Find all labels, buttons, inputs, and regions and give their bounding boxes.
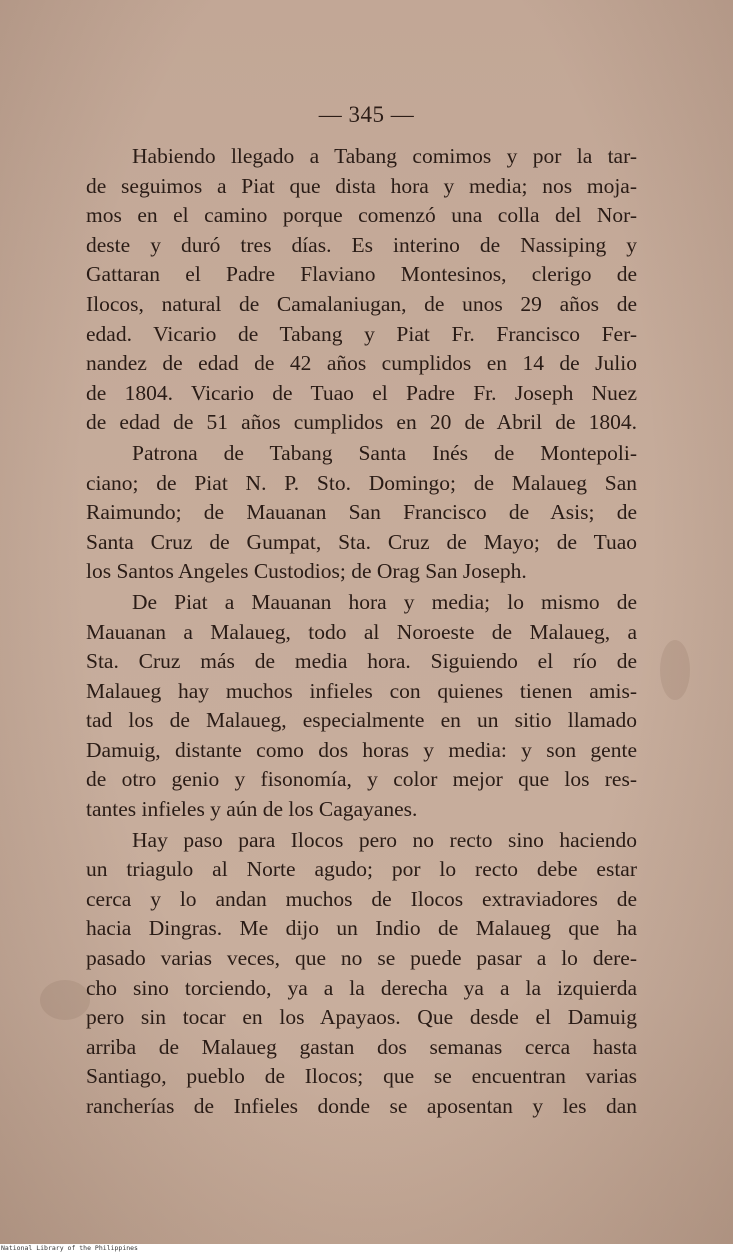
- text-line: deste y duró tres días. Es interino de Nassiping y: [86, 232, 637, 257]
- text-line: cerca y lo andan muchos de Ilocos extraviadores de: [86, 886, 637, 911]
- paper-stain: [660, 640, 690, 700]
- paragraph-1: [86, 142, 637, 438]
- text-line: De Piat a Mauanan hora y media; lo mismo de: [132, 589, 637, 614]
- text-line: Gattaran el Padre Flaviano Montesinos, clerigo de: [86, 262, 637, 287]
- text-line: Habiendo llegado a Tabang comimos y por la tar-: [132, 144, 637, 168]
- text-line: Hay paso para Ilocos pero no recto sino haciendo: [132, 827, 637, 852]
- text-line: hacia Dingras. Me dijo un Indio de Malaueg que ha: [86, 916, 637, 941]
- text-line: Sta. Cruz más de media hora. Siguiendo el río de: [86, 649, 637, 674]
- text-line: Patrona de Tabang Santa Inés de Montepoli-: [132, 440, 637, 465]
- text-line: tantes infieles y aún de los Cagayanes.: [86, 797, 418, 822]
- text-line: Malaueg hay muchos infieles con quienes tienen amis-: [86, 678, 637, 703]
- text-line: de 1804. Vicario de Tuao el Padre Fr. Joseph Nuez: [86, 380, 637, 405]
- text-line: de edad de 51 años cumplidos en 20 de Abril de 1804.: [86, 410, 637, 435]
- paragraph-3: [86, 588, 637, 825]
- paper-stain: [40, 980, 90, 1020]
- text-line: de seguimos a Piat que dista hora y media; nos moja-: [86, 173, 637, 198]
- text-line: Santiago, pueblo de Ilocos; que se encuentran varias: [86, 1064, 637, 1089]
- text-line: Raimundo; de Mauanan San Francisco de Asis; de: [86, 500, 637, 525]
- text-line: los Santos Angeles Custodios; de Orag San Joseph.: [86, 559, 527, 584]
- text-line: Santa Cruz de Gumpat, Sta. Cruz de Mayo; de Tuao: [86, 529, 637, 554]
- text-line: Ilocos, natural de Camalaniugan, de unos 29 años de: [86, 291, 637, 316]
- paragraph-2: [86, 439, 637, 587]
- text-line: pero sin tocar en los Apayaos. Que desde el Damuig: [86, 1005, 637, 1030]
- text-line: edad. Vicario de Tabang y Piat Fr. Francisco Fer-: [86, 321, 637, 346]
- text-line: Mauanan a Malaueg, todo al Noroeste de Malaueg, a: [86, 619, 637, 644]
- text-line: de otro genio y fisonomía, y color mejor que los res-: [86, 767, 637, 792]
- page-number: — 345 —: [318, 102, 415, 127]
- page-text-body: [86, 142, 637, 1122]
- text-line: nandez de edad de 42 años cumplidos en 14 de Julio: [86, 351, 637, 376]
- text-line: rancherías de Infieles donde se aposentan y les dan: [86, 1094, 637, 1118]
- text-line: tad los de Malaueg, especialmente en un sitio llamado: [86, 708, 637, 733]
- library-credit: National Library of the Philippines: [1, 1244, 138, 1252]
- text-line: Damuig, distante como dos horas y media: y son gente: [86, 737, 637, 762]
- text-line: arriba de Malaueg gastan dos semanas cerca hasta: [86, 1034, 637, 1059]
- text-line: pasado varias veces, que no se puede pasar a lo dere-: [86, 946, 637, 971]
- text-line: cho sino torciendo, ya a la derecha ya a la izquierda: [86, 975, 637, 1000]
- text-line: ciano; de Piat N. P. Sto. Domingo; de Malaueg San: [86, 470, 637, 495]
- text-line: un triagulo al Norte agudo; por lo recto debe estar: [86, 857, 637, 882]
- text-line: mos en el camino porque comenzó una colla del Nor-: [86, 203, 637, 228]
- paragraph-4: [86, 826, 637, 1122]
